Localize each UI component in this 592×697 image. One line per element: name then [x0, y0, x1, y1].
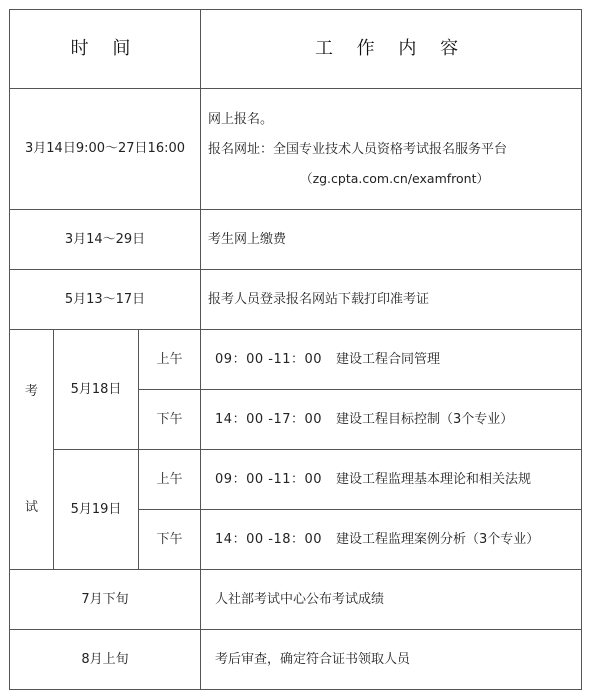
- exam-schedule-table: [9, 9, 582, 690]
- exam-period: 上午: [139, 330, 201, 390]
- results-content: 人社部考试中心公布考试成绩: [201, 570, 582, 630]
- exam-period: 上午: [139, 450, 201, 510]
- exam-session-row: [10, 330, 582, 390]
- exam-subject-name: 建设工程合同管理: [336, 351, 441, 367]
- header-time: 时 间: [10, 10, 201, 89]
- admission-row: [10, 270, 582, 330]
- registration-url: （zg.cpta.com.cn/examfront）: [300, 171, 489, 187]
- exam-time: 09：00 -11：00: [215, 471, 323, 487]
- exam-subject-name: 建设工程监理基本理论和相关法规: [336, 471, 532, 487]
- exam-time: 09：00 -11：00: [215, 351, 323, 367]
- admission-time: 5月13～17日: [10, 270, 201, 330]
- exam-time: 14：00 -18：00: [215, 531, 323, 547]
- certificate-row: [10, 630, 582, 690]
- exam-date: 5月19日: [54, 450, 139, 570]
- exam-period: 下午: [139, 390, 201, 450]
- certificate-time: 8月上旬: [10, 630, 201, 690]
- exam-label-top: 考: [24, 383, 38, 399]
- exam-period: 下午: [139, 510, 201, 570]
- payment-row: [10, 210, 582, 270]
- exam-date: 5月18日: [54, 330, 139, 450]
- registration-url-label: 报名网址：全国专业技术人员资格考试报名服务平台: [208, 141, 508, 157]
- results-time: 7月下旬: [10, 570, 201, 630]
- admission-content: 报考人员登录报名网站下载打印准考证: [201, 270, 582, 330]
- exam-label: [10, 330, 54, 570]
- exam-session-row: [10, 450, 582, 510]
- header-row: [10, 10, 582, 89]
- payment-content: 考生网上缴费: [201, 210, 582, 270]
- results-row: [10, 570, 582, 630]
- registration-line1: 网上报名。: [208, 111, 274, 127]
- certificate-content: 考后审查，确定符合证书领取人员: [201, 630, 582, 690]
- exam-subject: [201, 330, 582, 390]
- payment-time: 3月14～29日: [10, 210, 201, 270]
- registration-row: [10, 89, 582, 210]
- exam-subject-name: 建设工程监理案例分析（3个专业）: [336, 531, 540, 547]
- registration-content: [201, 89, 582, 210]
- registration-time: 3月14日9:00～27日16:00: [10, 89, 201, 210]
- exam-subject: [201, 450, 582, 510]
- exam-label-bottom: 试: [24, 499, 38, 515]
- exam-subject: [201, 510, 582, 570]
- header-content: 工 作 内 容: [201, 10, 582, 89]
- exam-subject-name: 建设工程目标控制（3个专业）: [336, 411, 514, 427]
- exam-time: 14：00 -17：00: [215, 411, 323, 427]
- exam-subject: [201, 390, 582, 450]
